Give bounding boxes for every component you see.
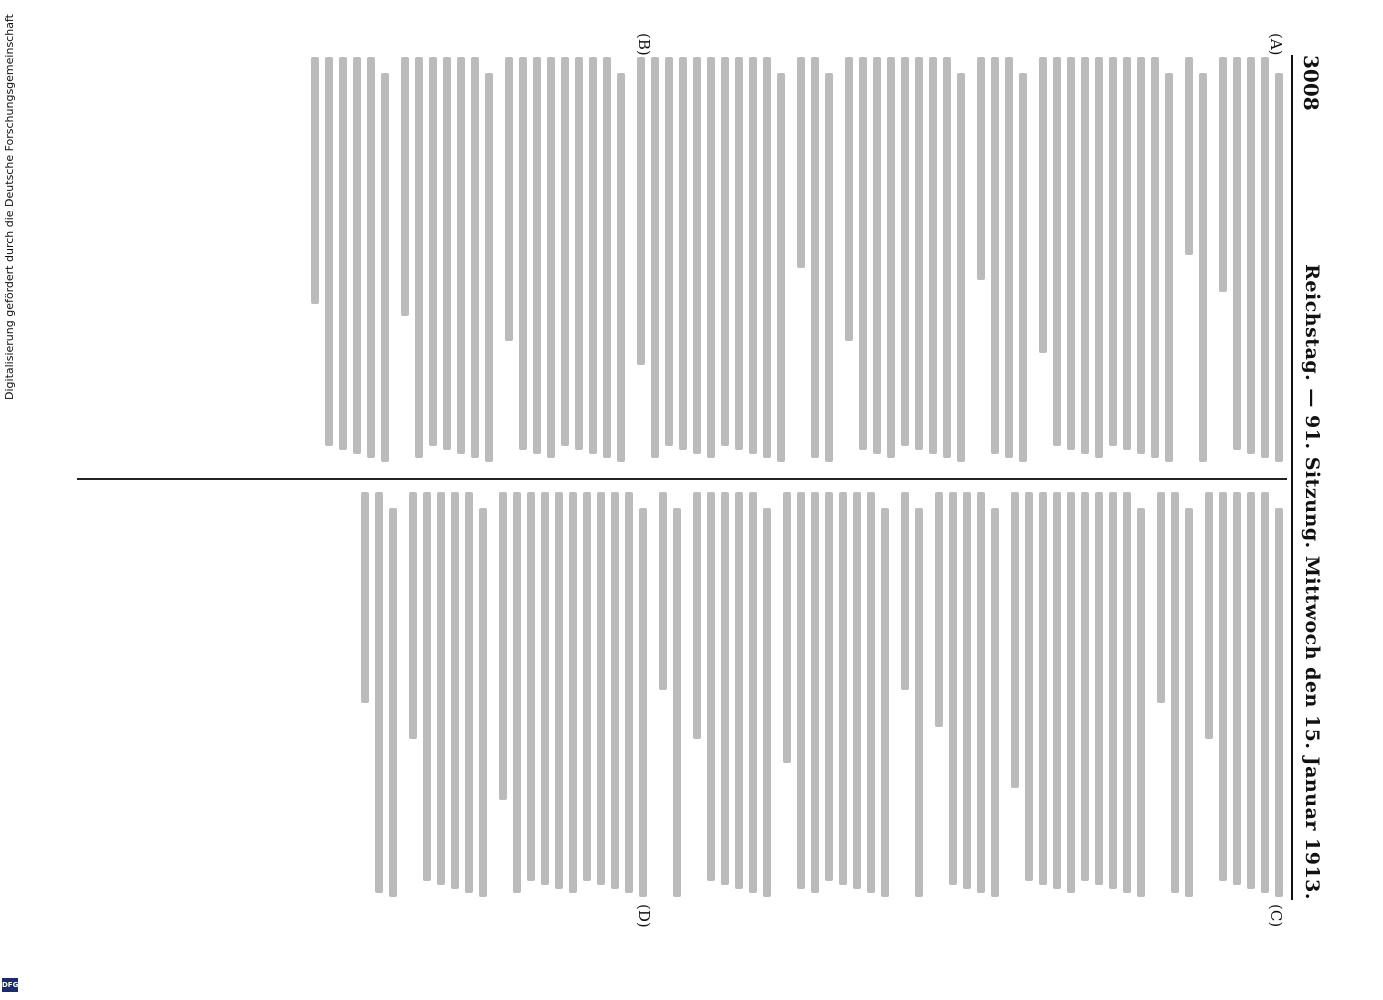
text-line <box>949 492 957 885</box>
text-line <box>873 57 881 454</box>
text-line <box>735 492 743 889</box>
paragraph <box>505 57 625 462</box>
text-line <box>811 492 819 893</box>
text-line <box>797 57 805 268</box>
text-line <box>1275 73 1283 462</box>
text-line <box>519 57 527 450</box>
text-line <box>1137 508 1145 897</box>
text-line <box>533 57 541 454</box>
text-line <box>1247 57 1255 454</box>
text-line <box>589 57 597 454</box>
text-line <box>881 508 889 897</box>
text-line <box>375 492 383 893</box>
text-line <box>527 492 535 881</box>
text-line <box>957 73 965 462</box>
text-line <box>1171 492 1179 893</box>
text-line <box>845 57 853 341</box>
text-line <box>1157 492 1165 703</box>
text-line <box>485 73 493 462</box>
text-line <box>625 492 633 893</box>
text-line <box>783 492 791 763</box>
paragraph <box>693 492 771 897</box>
text-line <box>735 57 743 450</box>
margin-letter-c: (C) <box>1267 904 1285 928</box>
margin-letter-d: (D) <box>635 904 653 928</box>
text-line <box>339 57 347 450</box>
text-line <box>707 57 715 458</box>
text-line <box>935 492 943 727</box>
paragraph <box>901 492 923 897</box>
text-line <box>1219 492 1227 881</box>
text-line <box>1137 57 1145 454</box>
left-column <box>83 57 1283 462</box>
text-line <box>437 492 445 885</box>
running-head: Reichstag. — 91. Sitzung. Mittwoch den 15. Januar 1913. <box>1301 264 1323 900</box>
text-line <box>569 492 577 893</box>
text-line <box>763 57 771 458</box>
text-line <box>901 57 909 446</box>
document-page <box>63 33 1323 928</box>
text-line <box>977 57 985 280</box>
text-line <box>1053 492 1061 889</box>
text-line <box>963 492 971 889</box>
text-line <box>929 57 937 454</box>
paragraph <box>845 57 965 462</box>
text-line <box>853 492 861 889</box>
text-line <box>1081 492 1089 881</box>
text-line <box>811 57 819 458</box>
text-line <box>389 508 397 897</box>
text-line <box>749 492 757 893</box>
text-line <box>541 492 549 885</box>
text-line <box>651 57 659 458</box>
text-line <box>1205 492 1213 739</box>
text-line <box>555 492 563 889</box>
text-line <box>797 492 805 889</box>
paragraph <box>1039 57 1173 462</box>
paragraph <box>499 492 647 897</box>
paragraph <box>409 492 487 897</box>
text-line <box>1275 508 1283 897</box>
text-line <box>401 57 409 316</box>
text-line <box>915 508 923 897</box>
text-line <box>1053 57 1061 446</box>
text-line <box>1219 57 1227 292</box>
paragraph <box>1157 492 1193 897</box>
text-line <box>1081 57 1089 454</box>
text-line <box>1095 57 1103 458</box>
text-line <box>499 492 507 800</box>
text-line <box>311 57 319 304</box>
paragraph <box>1205 492 1283 897</box>
text-line <box>1039 492 1047 885</box>
text-line <box>1095 492 1103 885</box>
text-line <box>977 492 985 893</box>
margin-letter-a: (A) <box>1267 33 1285 56</box>
text-line <box>1233 57 1241 450</box>
text-line <box>1185 57 1193 255</box>
text-line <box>617 73 625 462</box>
text-line <box>1109 57 1117 446</box>
text-line <box>1151 57 1159 458</box>
right-column <box>83 492 1283 897</box>
text-line <box>915 57 923 450</box>
column-divider <box>77 478 1287 480</box>
text-line <box>1123 492 1131 893</box>
text-line <box>1199 73 1207 462</box>
text-line <box>721 492 729 885</box>
text-line <box>693 57 701 454</box>
text-line <box>1185 508 1193 897</box>
text-line <box>575 57 583 450</box>
text-line <box>451 492 459 889</box>
text-line <box>763 508 771 897</box>
text-line <box>561 57 569 446</box>
text-line <box>859 57 867 450</box>
text-line <box>991 508 999 897</box>
text-line <box>637 57 645 365</box>
text-line <box>825 73 833 462</box>
dfg-logo: DFG <box>2 978 18 992</box>
text-line <box>707 492 715 881</box>
text-line <box>721 57 729 446</box>
margin-letter-b: (B) <box>635 33 653 56</box>
text-line <box>583 492 591 881</box>
text-line <box>1039 57 1047 353</box>
text-line <box>1019 73 1027 462</box>
text-line <box>1005 57 1013 458</box>
paragraph <box>797 57 833 462</box>
text-line <box>1123 57 1131 450</box>
text-line <box>943 57 951 458</box>
text-line <box>1067 57 1075 450</box>
text-line <box>479 508 487 897</box>
text-line <box>367 57 375 458</box>
text-line <box>665 57 673 446</box>
paragraph <box>401 57 493 462</box>
paragraph <box>1011 492 1145 897</box>
text-line <box>611 492 619 889</box>
text-line <box>325 57 333 446</box>
text-line <box>839 492 847 885</box>
text-line <box>429 57 437 446</box>
text-line <box>693 492 701 739</box>
paragraph <box>1219 57 1283 462</box>
paragraph <box>783 492 889 897</box>
text-line <box>547 57 555 458</box>
paragraph <box>311 57 389 462</box>
text-line <box>1011 492 1019 788</box>
text-line <box>1109 492 1117 889</box>
text-line <box>887 57 895 458</box>
page-number: 3008 <box>1299 55 1323 111</box>
paragraph <box>659 492 681 897</box>
text-line <box>465 492 473 893</box>
text-line <box>443 57 451 450</box>
text-line <box>423 492 431 881</box>
text-line <box>679 57 687 450</box>
text-line <box>409 492 417 739</box>
text-line <box>361 492 369 703</box>
text-line <box>597 492 605 885</box>
paragraph <box>935 492 999 897</box>
text-line <box>1165 73 1173 462</box>
text-line <box>777 73 785 462</box>
text-line <box>1233 492 1241 885</box>
text-line <box>1261 492 1269 893</box>
text-line <box>639 508 647 897</box>
text-line <box>457 57 465 454</box>
paragraph <box>637 57 785 462</box>
text-line <box>1067 492 1075 893</box>
text-line <box>749 57 757 454</box>
digitization-credit: Digitalisierung gefördert durch die Deutsche Forschungsgemeinschaft <box>3 14 16 400</box>
text-line <box>415 57 423 458</box>
paragraph <box>1185 57 1207 462</box>
text-line <box>505 57 513 341</box>
paragraph <box>977 57 1027 462</box>
text-line <box>1247 492 1255 889</box>
text-line <box>1025 492 1033 881</box>
text-line <box>867 492 875 893</box>
text-line <box>991 57 999 454</box>
paragraph <box>361 492 397 897</box>
text-line <box>381 73 389 462</box>
text-line <box>673 508 681 897</box>
text-line <box>1261 57 1269 458</box>
text-line <box>471 57 479 458</box>
text-line <box>825 492 833 881</box>
text-line <box>901 492 909 690</box>
text-line <box>659 492 667 690</box>
header-rule <box>1291 55 1293 900</box>
text-line <box>513 492 521 893</box>
text-line <box>353 57 361 454</box>
text-line <box>603 57 611 458</box>
